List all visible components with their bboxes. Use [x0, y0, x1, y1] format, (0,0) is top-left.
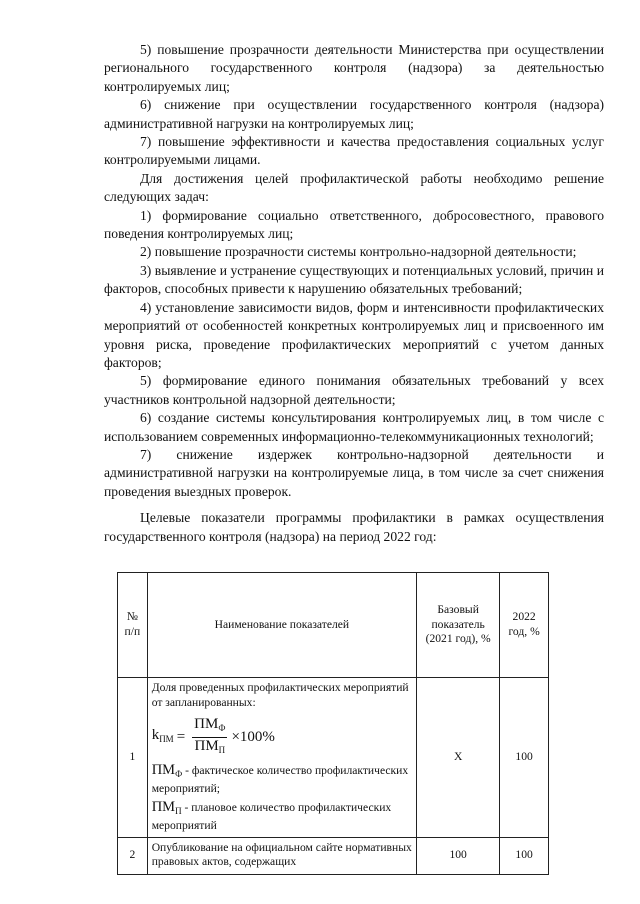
base-value-cell: X [417, 678, 500, 838]
paragraph-task-5: 5) формирование единого понимания обязательных требований у всех участников контрольной надзорной деятельности; [104, 373, 604, 407]
table-header-row [118, 573, 549, 678]
paragraph-task-2: 2) повышение прозрачности системы контрольно-надзорной деятельности; [140, 244, 577, 260]
formula-multiplier: ×100% [231, 729, 275, 746]
paragraph-task-7: 7) снижение издержек контрольно-надзорной деятельности и административной нагрузки на контролируемые лица, в том числе за счет снижения проведения выездных проверок. [104, 446, 604, 499]
row-number: 2 [118, 837, 148, 874]
formula-lhs: $k_{ПМ}$ [151, 727, 174, 745]
formula-fraction [192, 716, 227, 759]
header-indicator-name: Наименование показателей [147, 573, 416, 678]
indicator-title: Доля проведенных профилактических мероприятий от запланированных: [151, 681, 409, 709]
indicator-name-cell: Опубликование на официальном сайте нормативных правовых актов, содержащих [147, 837, 416, 874]
table-row [118, 837, 549, 874]
paragraph-task-4: 4) установление зависимости видов, форм и интенсивности профилактических мероприятий от особенностей конкретных контролируемых лиц и присвоенного им уровня риска, проведение профилактических мероприятий с учетом данных факторов; [104, 299, 604, 370]
table-row [118, 678, 549, 838]
formula-legend-fact: $ПМ_Ф$ - фактическое количество профилактических мероприятий; [151, 762, 409, 795]
document-body [104, 41, 604, 546]
paragraph-task-1: 1) формирование социально ответственного, добросовестного, правового поведения контролируемых лиц; [104, 207, 604, 242]
formula-equals: = [176, 729, 186, 746]
formula [152, 716, 412, 759]
header-number: № п/п [118, 573, 148, 678]
paragraph-goal-6: 6) снижение при осуществлении государственного контроля (надзора) административной нагрузки на контролируемых лиц; [104, 97, 604, 131]
indicator-name-cell [147, 678, 416, 838]
paragraph-tasks-intro: Для достижения целей профилактической работы необходимо решение следующих задач: [104, 170, 604, 205]
formula-denominator: $ПМ_П$ [194, 738, 226, 756]
paragraph-task-6: 6) создание системы консультирования контролируемых лиц, в том числе с использованием современных информационно-телекоммуникационных технологий; [104, 410, 604, 444]
paragraph-task-3: 3) выявление и устранение существующих и потенциальных условий, причин и факторов, способных привести к нарушению обязательных требований; [104, 262, 604, 297]
row-number: 1 [118, 678, 148, 838]
paragraph-indicators-intro: Целевые показатели программы профилактики в рамках осуществления государственного контроля (надзора) на период 2022 год: [104, 510, 604, 544]
header-base-value: Базовый показатель (2021 год), % [417, 573, 500, 678]
paragraph-goal-7: 7) повышение эффективности и качества предоставления социальных услуг контролируемыми лицами. [104, 134, 604, 168]
year-value-cell: 100 [500, 678, 549, 838]
header-2022-value: 2022 год, % [500, 573, 549, 678]
paragraph-goal-5: 5) повышение прозрачности деятельности Министерства при осуществлении регионального государственного контроля (надзора) за деятельностью контролируемых лиц; [104, 42, 604, 94]
base-value-cell: 100 [417, 837, 500, 874]
formula-legend-plan: $ПМ_П$ - плановое количество профилактических мероприятий [151, 799, 392, 832]
indicators-table [117, 572, 549, 875]
year-value-cell: 100 [500, 837, 549, 874]
formula-numerator: $ПМ_Ф$ [192, 716, 227, 738]
